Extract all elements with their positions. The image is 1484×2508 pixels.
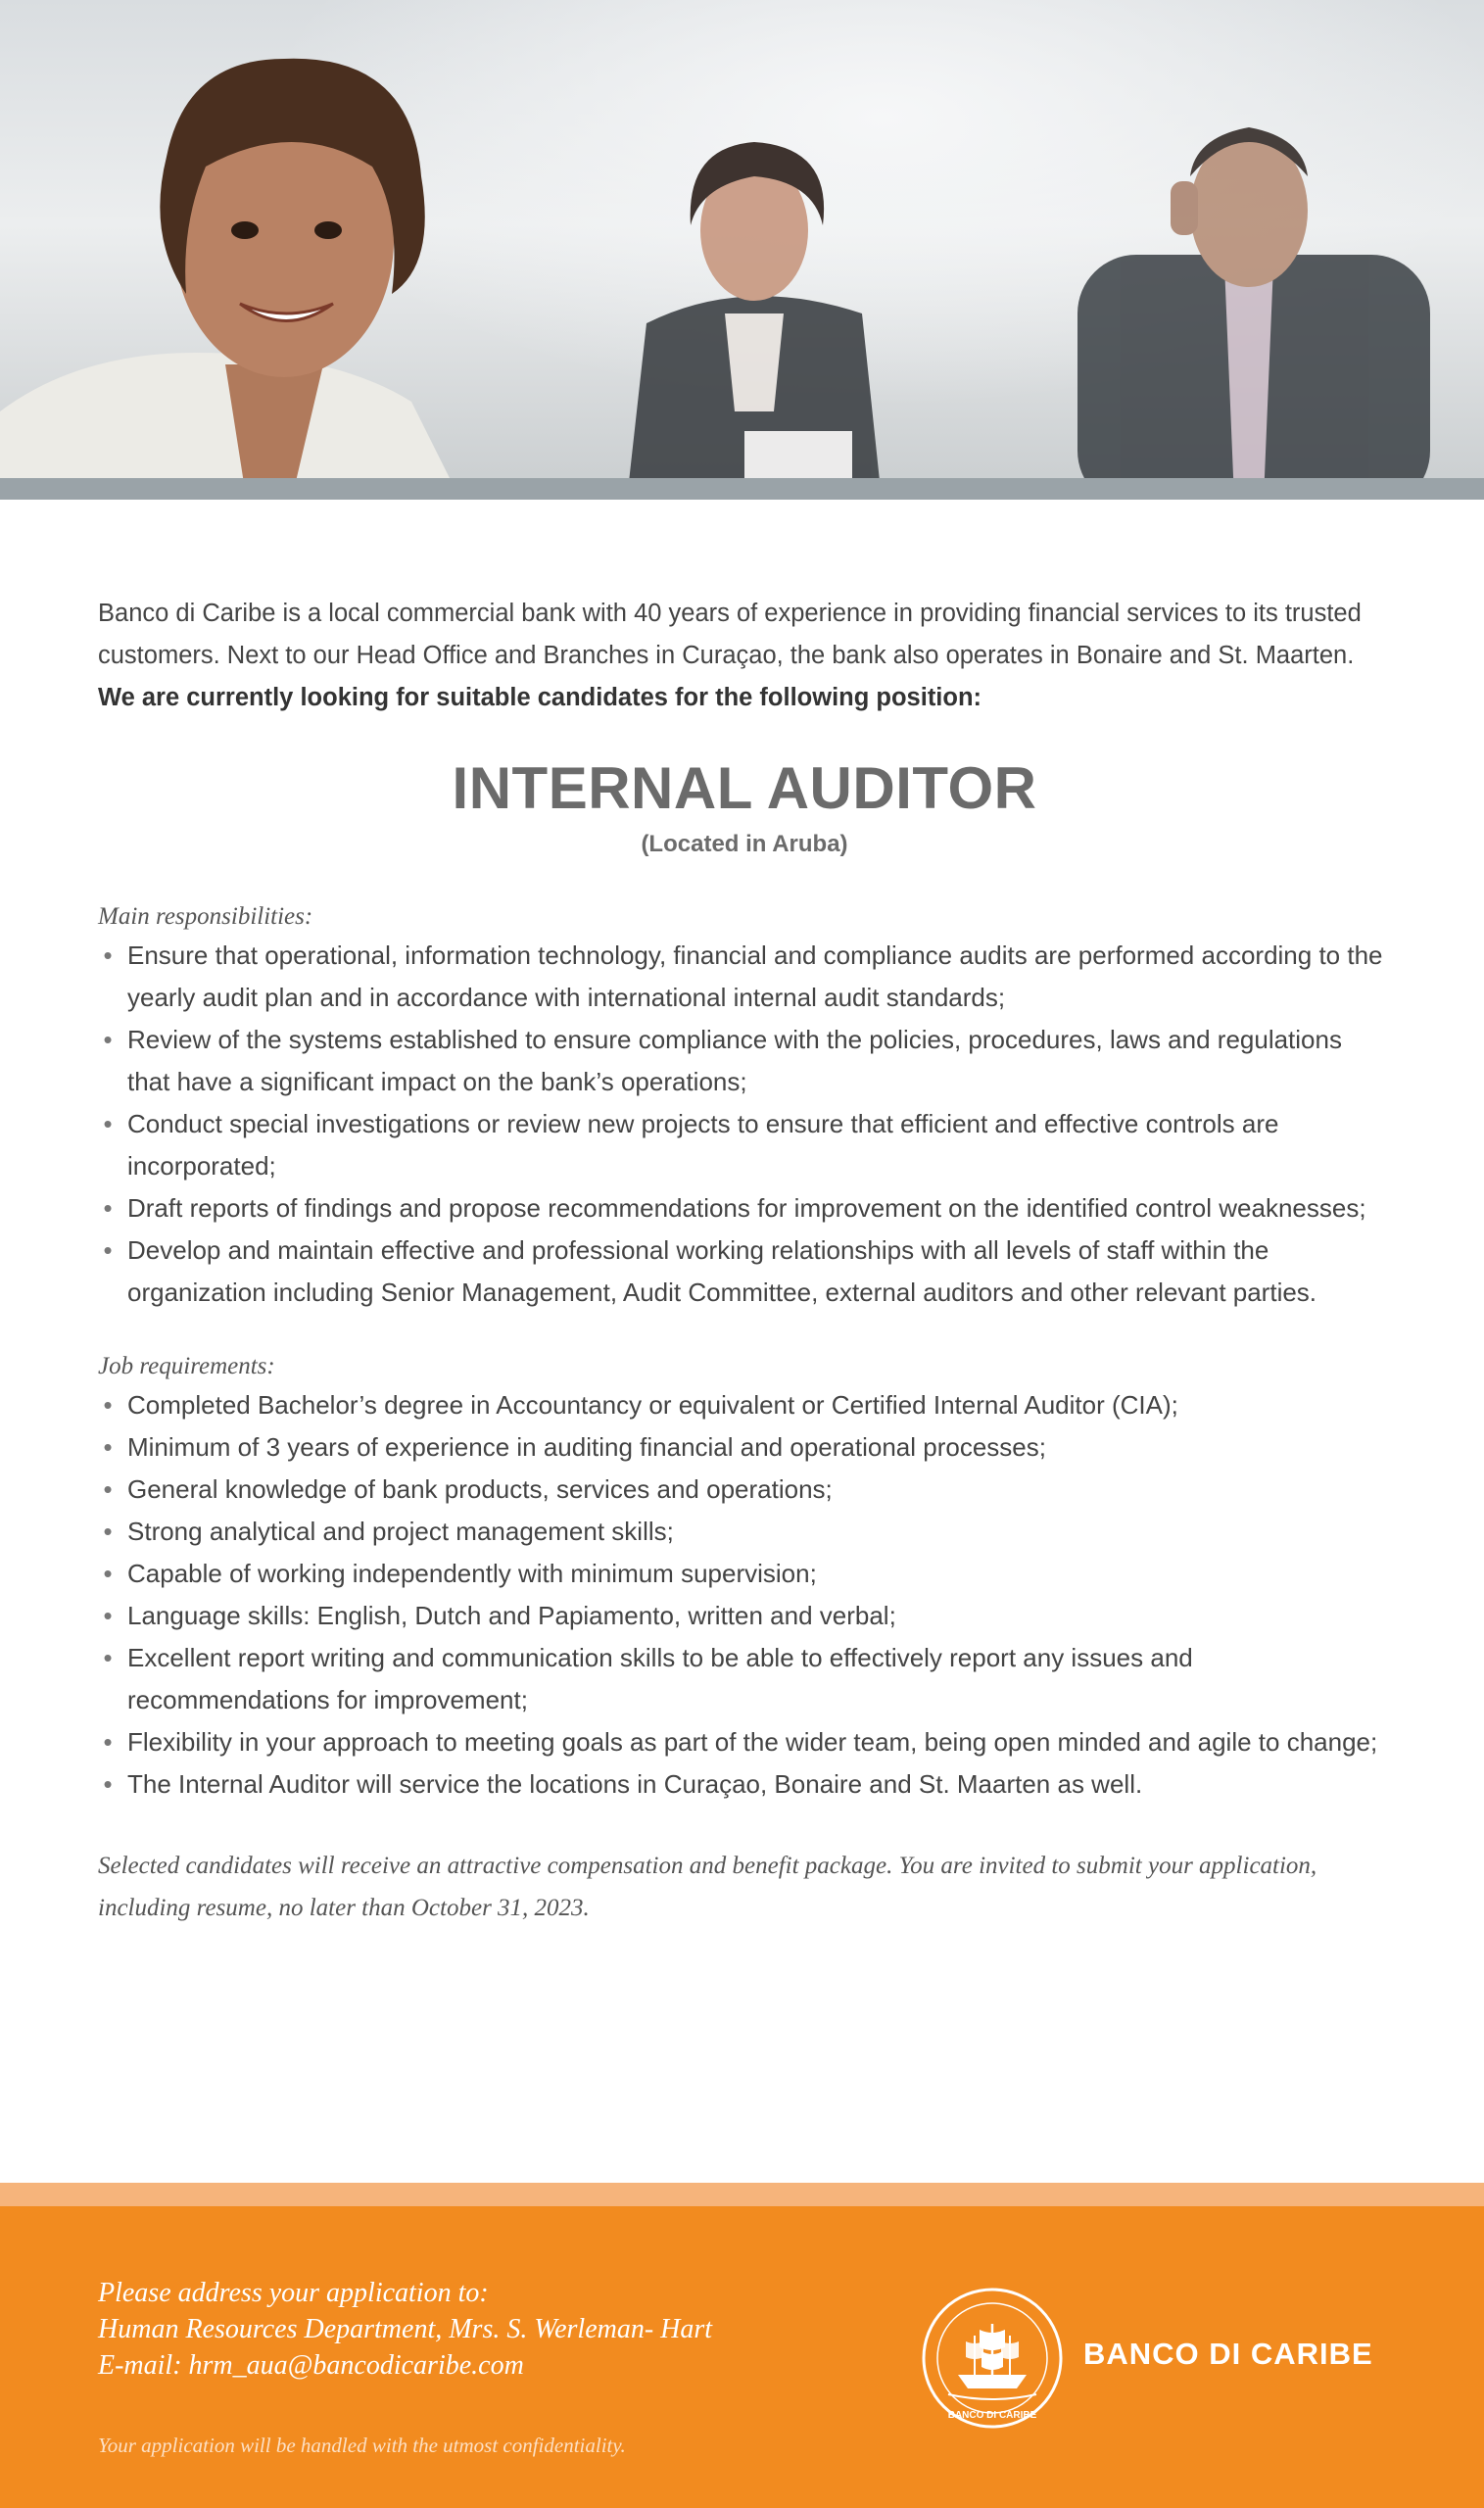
- man-on-phone-figure: [1077, 127, 1430, 500]
- bank-seal-logo-icon: [919, 2285, 1066, 2432]
- position-location: (Located in Aruba): [641, 831, 848, 857]
- list-item: • Strong analytical and project management skills;: [103, 1517, 674, 1546]
- list-item: • General knowledge of bank products, services and operations;: [103, 1474, 833, 1504]
- svg-text:BANCO DI CARIBE: BANCO DI CARIBE: [947, 2410, 1037, 2421]
- list-item: • The Internal Auditor will service the locations in Curaçao, Bonaire and St. Maarten as well.: [103, 1769, 1143, 1799]
- list-item: • Review of the systems established to ensure compliance with the policies, procedures, laws and regulations that have a significant impact on the bank’s operations;: [103, 1025, 1342, 1096]
- woman-with-papers-figure: [627, 142, 882, 500]
- list-item: • Language skills: English, Dutch and Papiamento, written and verbal;: [103, 1601, 896, 1630]
- address-department: Human Resources Department, Mrs. S. Werleman- Hart: [98, 2314, 713, 2344]
- list-item: • Capable of working independently with minimum supervision;: [103, 1559, 817, 1588]
- responsibilities-heading: Main responsibilities:: [98, 903, 313, 930]
- requirements-list: [98, 1384, 1391, 1806]
- list-item: • Ensure that operational, information technology, financial and compliance audits are performed according to the yearly audit plan and in accordance with international internal audit standards;: [103, 940, 1383, 1012]
- intro-text: Banco di Caribe is a local commercial bank with 40 years of experience in providing financial services to its trusted customers. Next to our Head Office and Branches in Curaçao, the bank also operates in Bonaire and St. Maarten.: [98, 600, 1362, 669]
- list-item: • Draft reports of findings and propose recommendations for improvement on the identified control weaknesses;: [103, 1193, 1366, 1223]
- application-address: [98, 2275, 712, 2384]
- list-item: • Completed Bachelor’s degree in Accountancy or equivalent or Certified Internal Auditor (CIA);: [103, 1390, 1178, 1420]
- list-item: • Develop and maintain effective and professional working relationships with all levels of staff within the organization including Senior Management, Audit Committee, external auditors and other relevant parties.: [103, 1235, 1317, 1307]
- address-email[interactable]: E-mail: hrm_aua@bancodicaribe.com: [98, 2350, 524, 2381]
- list-item: • Excellent report writing and communication skills to be able to effectively report any issues and recommendations for improvement;: [103, 1643, 1193, 1714]
- closing-paragraph: Selected candidates will receive an attractive compensation and benefit package. You are invited to submit your application, including resume, no later than October 31, 2023.: [98, 1853, 1317, 1921]
- footer: [0, 2206, 1484, 2508]
- hero-illustration: [0, 0, 1484, 500]
- intro-bold-text: We are currently looking for suitable candidates for the following position:: [98, 684, 982, 711]
- list-item: • Minimum of 3 years of experience in auditing financial and operational processes;: [103, 1432, 1046, 1462]
- requirements-heading: Job requirements:: [98, 1353, 275, 1379]
- footer-stripe: [0, 2183, 1484, 2206]
- confidentiality-note: Your application will be handled with the utmost confidentiality.: [98, 2434, 626, 2457]
- main-content: [98, 593, 1391, 1929]
- position-title: INTERNAL AUDITOR: [452, 755, 1037, 821]
- bank-brand-name: BANCO DI CARIBE: [1083, 2337, 1373, 2371]
- smiling-woman-figure: [0, 59, 460, 500]
- list-item: • Conduct special investigations or review new projects to ensure that efficient and effective controls are incorporated;: [103, 1109, 1279, 1181]
- address-intro: Please address your application to:: [98, 2278, 489, 2308]
- hero-photo: [0, 0, 1484, 500]
- intro-paragraph: [98, 593, 1391, 719]
- responsibilities-list: [98, 935, 1391, 1314]
- list-item: • Flexibility in your approach to meeting goals as part of the wider team, being open minded and agile to change;: [103, 1727, 1378, 1757]
